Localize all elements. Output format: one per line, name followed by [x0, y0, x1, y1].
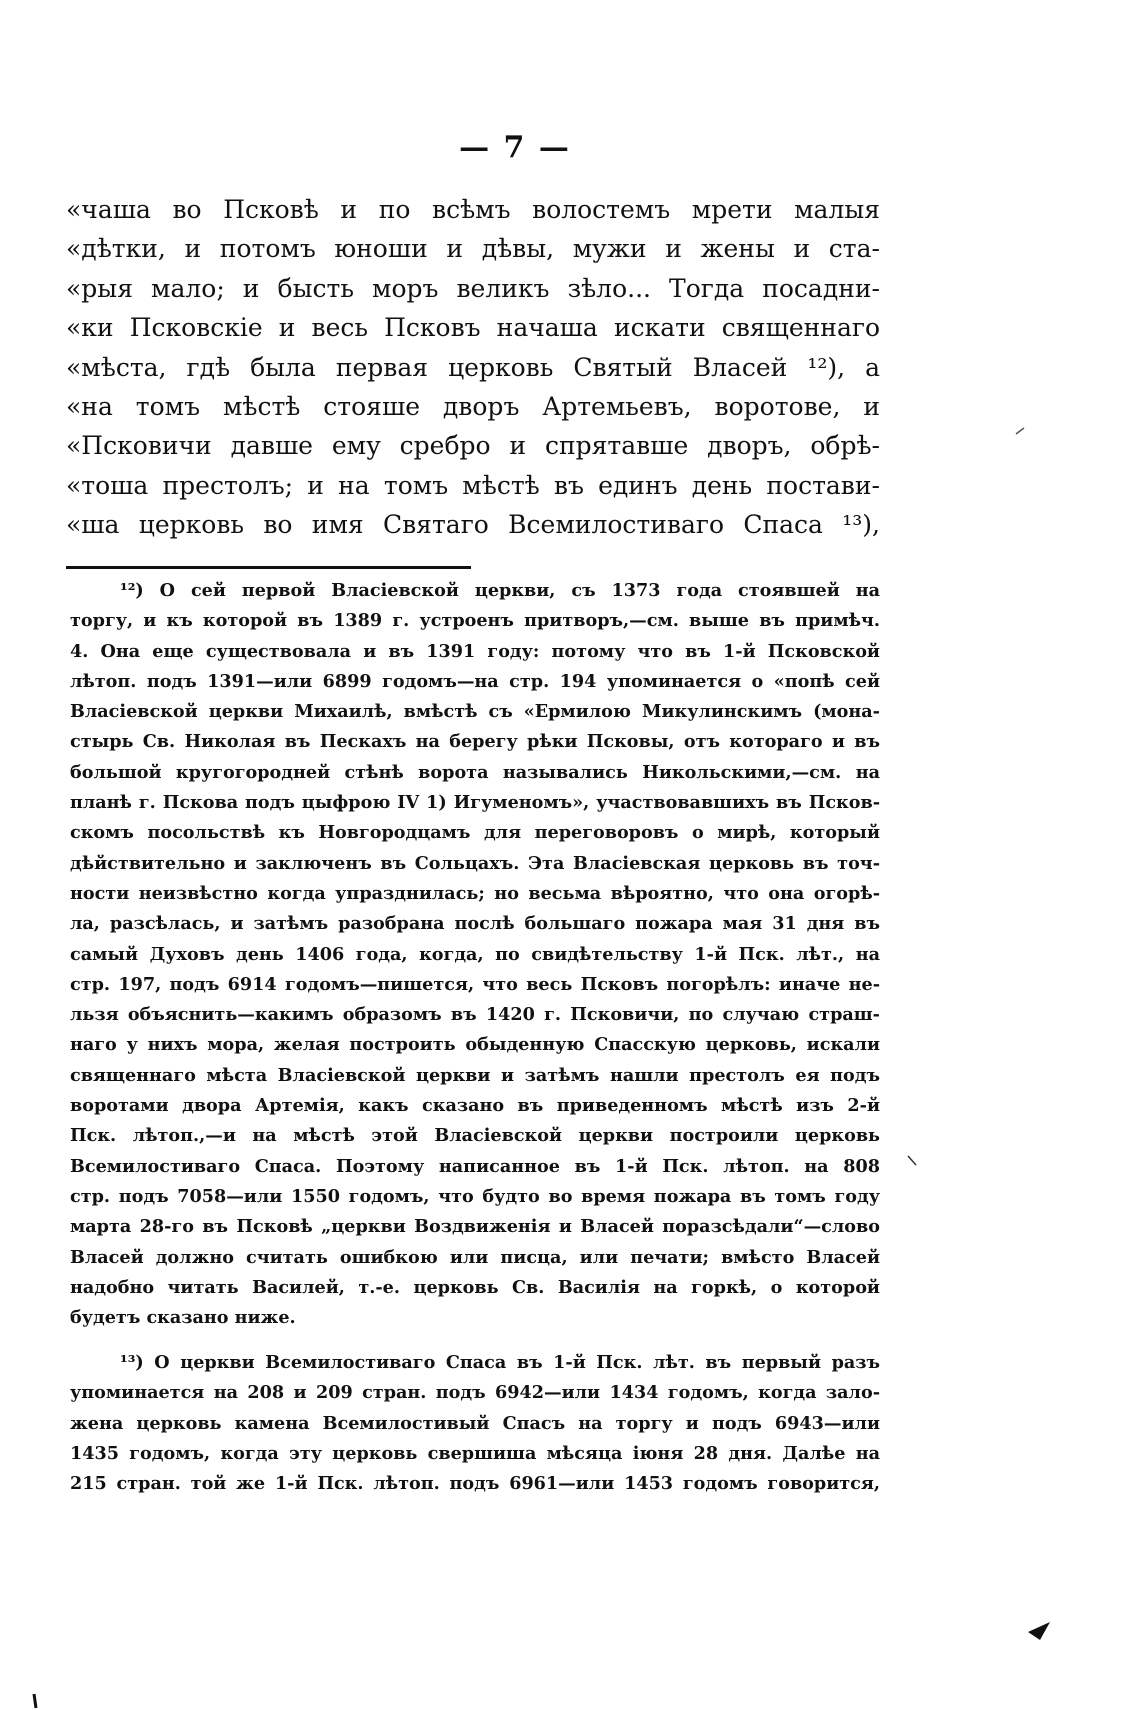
footnote-line: скомъ посольствѣ къ Новгородцамъ для переговоровъ о мирѣ, который: [70, 822, 880, 844]
text-line: «мѣста, гдѣ была первая церковь Святый Власей ¹²), а: [66, 352, 880, 382]
footnote-line: надобно читать Василей, т.-е. церковь Св. Василія на горкѣ, о которой: [70, 1276, 880, 1298]
footnote-line: ¹³) О церкви Всемилостиваго Спаса въ 1-й Пск. лѣт. въ первый разъ: [120, 1352, 880, 1373]
footnote-line: дѣйствительно и заключенъ въ Сольцахъ. Эта Власіевская церковь въ точ-: [70, 852, 880, 874]
footnote-divider: [66, 566, 471, 569]
text-line: «дѣтки, и потомъ юноши и дѣвы, мужи и жены и ста-: [66, 234, 880, 264]
footnote-line: ¹²) О сей первой Власіевской церкви, съ 1373 года стоявшей на: [120, 580, 880, 601]
footnote-line: 4. Она еще существовала и въ 1391 году: потому что въ 1-й Псковской: [70, 640, 880, 662]
footnote-line: стр. 197, подъ 6914 годомъ—пишется, что весь Псковъ погорѣлъ: иначе не-: [70, 973, 880, 995]
text-line: «ки Псковскіе и весь Псковъ начаша искати священнаго: [66, 313, 880, 343]
text-line: «на томъ мѣстѣ стояше дворъ Артемьевъ, воротове, и: [66, 391, 880, 421]
footnote-line: 215 стран. той же 1-й Пск. лѣтоп. подъ 6961—или 1453 годомъ говорится,: [70, 1473, 880, 1495]
footnote-line: Пск. лѣтоп.,—и на мѣстѣ этой Власіевской церкви построили церковь: [70, 1125, 880, 1147]
footnote-line: будетъ сказано ниже.: [70, 1307, 296, 1329]
footnote-line: ла, разсѣлась, и затѣмъ разобрана послѣ большаго пожара мая 31 дня въ: [70, 913, 880, 935]
footnote-line: 1435 годомъ, когда эту церковь свершиша мѣсяца іюня 28 дня. Далѣе на: [70, 1442, 880, 1464]
footnote-13: [70, 1348, 880, 1499]
footnote-line: Власіевской церкви Михаилѣ, вмѣстѣ съ «Ермилою Микулинскимъ (мона-: [70, 701, 880, 723]
footnote-line: жена церковь камена Всемилостивый Спасъ на торгу и подъ 6943—или: [70, 1412, 880, 1434]
footnote-line: наго у нихъ мора, желая построить обыденную Спасскую церковь, искали: [70, 1034, 880, 1056]
footnote-line: лѣтоп. подъ 1391—или 6899 годомъ—на стр. 194 упоминается о «попѣ сей: [70, 670, 880, 692]
text-line: «ша церковь во имя Святаго Всемилостиваго Спаса ¹³),: [66, 510, 880, 540]
text-line: «тоша престолъ; и на томъ мѣстѣ въ единъ день постави-: [66, 470, 880, 500]
edge-mark: [34, 1694, 36, 1708]
text-line: «рыя мало; и бысть моръ великъ зѣло... Тогда посадни-: [66, 273, 880, 303]
footnote-line: самый Духовъ день 1406 года, когда, по свидѣтельству 1-й Пск. лѣт., на: [70, 943, 880, 965]
footnote-line: Всемилостиваго Спаса. Поэтому написанное въ 1-й Пск. лѣтоп. на 808: [70, 1155, 880, 1177]
page-number: — 7 —: [459, 130, 571, 165]
ink-blot-mark: [1028, 1622, 1050, 1640]
stray-mark: [908, 1156, 916, 1165]
footnote-line: марта 28-го въ Псковѣ „церкви Воздвиженія и Власей поразсѣдали“—слово: [70, 1216, 880, 1238]
footnote-line: стр. подъ 7058—или 1550 годомъ, что будто во время пожара въ томъ году: [70, 1185, 880, 1207]
text-line: «чаша во Псковѣ и по всѣмъ волостемъ мрети малыя: [66, 195, 880, 224]
footnote-line: стырь Св. Николая въ Пескахъ на берегу рѣки Псковы, отъ котораго и въ: [70, 731, 880, 753]
footnote-12: [70, 576, 880, 1333]
footnote-line: большой кругогородней стѣнѣ ворота назывались Никольскими,—см. на: [70, 761, 880, 783]
footnote-line: священнаго мѣста Власіевской церкви и затѣмъ нашли престолъ ея подъ: [70, 1064, 880, 1086]
footnote-line: Власей должно считать ошибкою или писца, или печати; вмѣсто Власей: [70, 1246, 880, 1268]
stray-mark: [1016, 428, 1024, 434]
footnote-line: упоминается на 208 и 209 стран. подъ 6942—или 1434 годомъ, когда зало-: [70, 1382, 880, 1404]
footnote-line: ности неизвѣстно когда упразднилась; но весьма вѣроятно, что она огорѣ-: [70, 882, 880, 904]
footnote-line: льзя объяснить—какимъ образомъ въ 1420 г. Псковичи, по случаю страш-: [70, 1004, 880, 1026]
text-line: «Псковичи давше ему сребро и спрятавше дворъ, обрѣ-: [66, 431, 880, 461]
main-text: [66, 190, 880, 545]
footnote-line: планѣ г. Пскова подъ цыфрою IV 1) Игуменомъ», участвовавшихъ въ Псков-: [70, 792, 880, 814]
footnote-line: воротами двора Артемія, какъ сказано въ приведенномъ мѣстѣ изъ 2-й: [70, 1095, 880, 1117]
footnote-line: торгу, и къ которой въ 1389 г. устроенъ притворъ,—см. выше въ примѣч.: [70, 610, 880, 632]
